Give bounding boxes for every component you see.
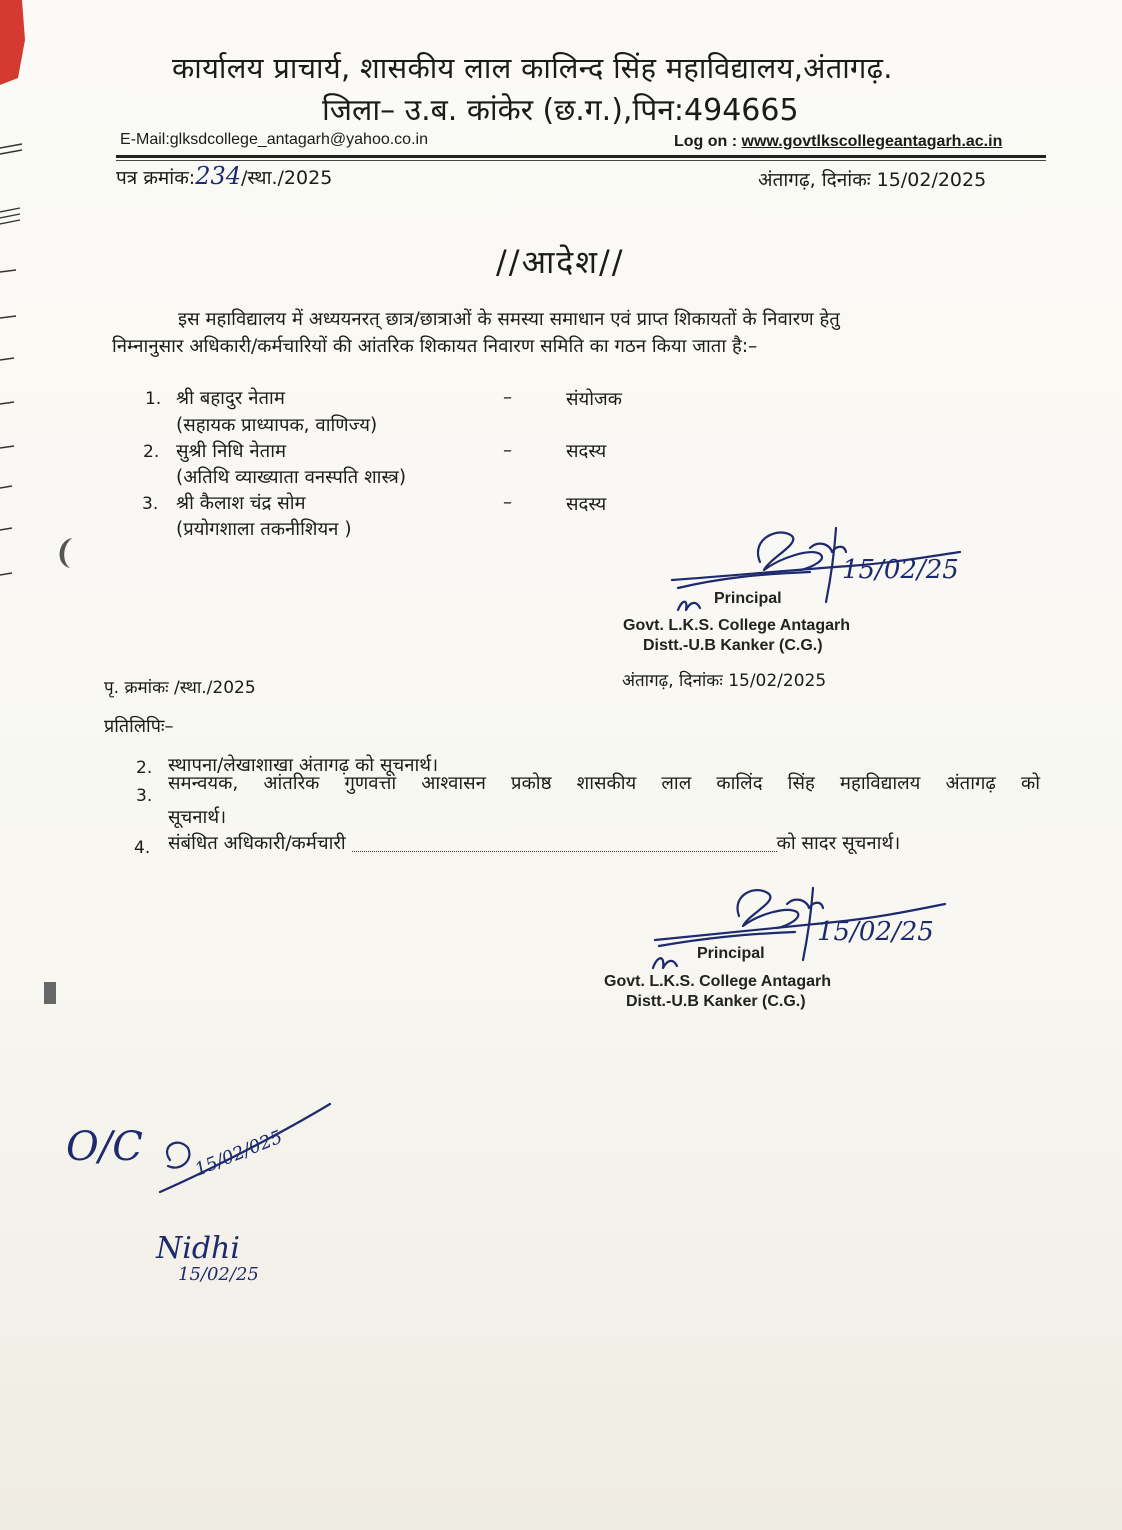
member-dash: – <box>503 387 512 408</box>
member-number: 3. <box>142 494 159 514</box>
member-role: सदस्य <box>566 441 607 462</box>
copy-item-number: 3. <box>136 786 153 806</box>
principal-signature-1 <box>660 518 970 628</box>
member-designation: (सहायक प्राध्यापक, वाणिज्य) <box>176 415 378 436</box>
scan-edge-marks <box>0 0 30 1100</box>
website-url: www.govtlkscollegeantagarh.ac.in <box>741 133 1003 150</box>
header-rule <box>116 155 1046 158</box>
signature-2-district: Distt.-U.B Kanker (C.G.) <box>626 993 806 1010</box>
blank-fill-line <box>352 837 777 852</box>
copy-date: अंतागढ़, दिनांकः 15/02/2025 <box>622 671 827 691</box>
member-designation: (प्रयोगशाला तकनीशियन ) <box>176 519 352 540</box>
member-name: श्री बहादुर नेताम <box>176 388 285 409</box>
copy-item-text <box>168 830 900 855</box>
receipt-1-date: 15/02/025 <box>192 1126 286 1181</box>
copy-item-text: समन्वयक, आंतरिक गुणवत्ता आश्वासन प्रकोष्ठ शासकीय लाल कालिंद सिंह महाविद्यालय अंतागढ़ को <box>168 773 1040 794</box>
office-title: कार्यालय प्राचार्य, शासकीय लाल कालिन्द सिंह महाविद्यालय,अंतागढ़. <box>172 51 893 85</box>
office-website <box>674 133 1002 151</box>
copy-item-recipient: संबंधित अधिकारी/कर्मचारी <box>168 833 346 854</box>
signature-2-title: Principal <box>697 945 765 962</box>
punch-hole-mark <box>50 536 80 570</box>
member-role: संयोजक <box>566 389 622 410</box>
order-title: //आदेश// <box>496 243 625 281</box>
receipt-2-date: 15/02/25 <box>178 1264 259 1285</box>
copy-item-number: 4. <box>134 838 151 858</box>
letter-number <box>116 162 332 190</box>
member-role: सदस्य <box>566 494 607 515</box>
oc-mark: O/C <box>66 1124 143 1170</box>
signature-1-district: Distt.-U.B Kanker (C.G.) <box>643 637 823 654</box>
copy-item-text: स्थापना/लेखाशाखा अंतागढ़ को सूचनार्थ। <box>168 755 439 776</box>
order-paragraph-line2: निम्नानुसार अधिकारी/कर्मचारियों की आंतरिक शिकायत निवारण समिति का गठन किया जाता है:– <box>112 336 758 357</box>
logon-label: Log on : <box>674 133 742 150</box>
principal-signature-2 <box>645 882 955 982</box>
copy-reference-number: पृ. क्रमांकः /स्था./2025 <box>104 678 256 698</box>
office-email: E-Mail:glksdcollege_antagarh@yahoo.co.in <box>120 131 428 148</box>
header-rule-thin <box>116 160 1046 161</box>
receipt-2-name: Nidhi <box>156 1231 240 1266</box>
copy-item-suffix: को सादर सूचनार्थ। <box>776 833 901 854</box>
member-dash: – <box>503 440 512 461</box>
member-name: श्री कैलाश चंद्र सोम <box>176 493 306 514</box>
member-number: 1. <box>145 389 162 409</box>
copy-heading: प्रतिलिपिः– <box>104 716 174 737</box>
signature-1-handwritten-date: 15/02/25 <box>842 555 959 585</box>
member-number: 2. <box>143 442 160 462</box>
order-paragraph-line1: इस महाविद्यालय में अध्ययनरत् छात्र/छात्राओं के समस्या समाधान एवं प्राप्त शिकायतों के निवारण हेतु <box>178 309 840 330</box>
punch-hole-mark-2 <box>40 978 64 1008</box>
copy-item-text-continued: सूचनार्थ। <box>168 807 227 828</box>
member-name: सुश्री निधि नेताम <box>176 441 287 462</box>
signature-1-org: Govt. L.K.S. College Antagarh <box>623 617 850 634</box>
signature-2-org: Govt. L.K.S. College Antagarh <box>604 973 831 990</box>
letter-number-handwritten: 234 <box>195 162 242 190</box>
copy-item-number: 2. <box>136 758 153 778</box>
signature-2-handwritten-date: 15/02/25 <box>817 917 934 947</box>
letter-number-prefix: पत्र क्रमांक: <box>116 167 196 189</box>
letter-number-suffix: /स्था./2025 <box>241 167 333 189</box>
signature-1-title: Principal <box>714 590 782 607</box>
member-designation: (अतिथि व्याख्याता वनस्पति शास्त्र) <box>176 467 407 488</box>
office-copy-annotation <box>60 1080 360 1300</box>
member-dash: – <box>503 492 512 513</box>
letter-date: अंतागढ़, दिनांकः 15/02/2025 <box>758 169 987 191</box>
office-district-pin: जिला– उ.ब. कांकेर (छ.ग.),पिन:494665 <box>322 93 799 128</box>
